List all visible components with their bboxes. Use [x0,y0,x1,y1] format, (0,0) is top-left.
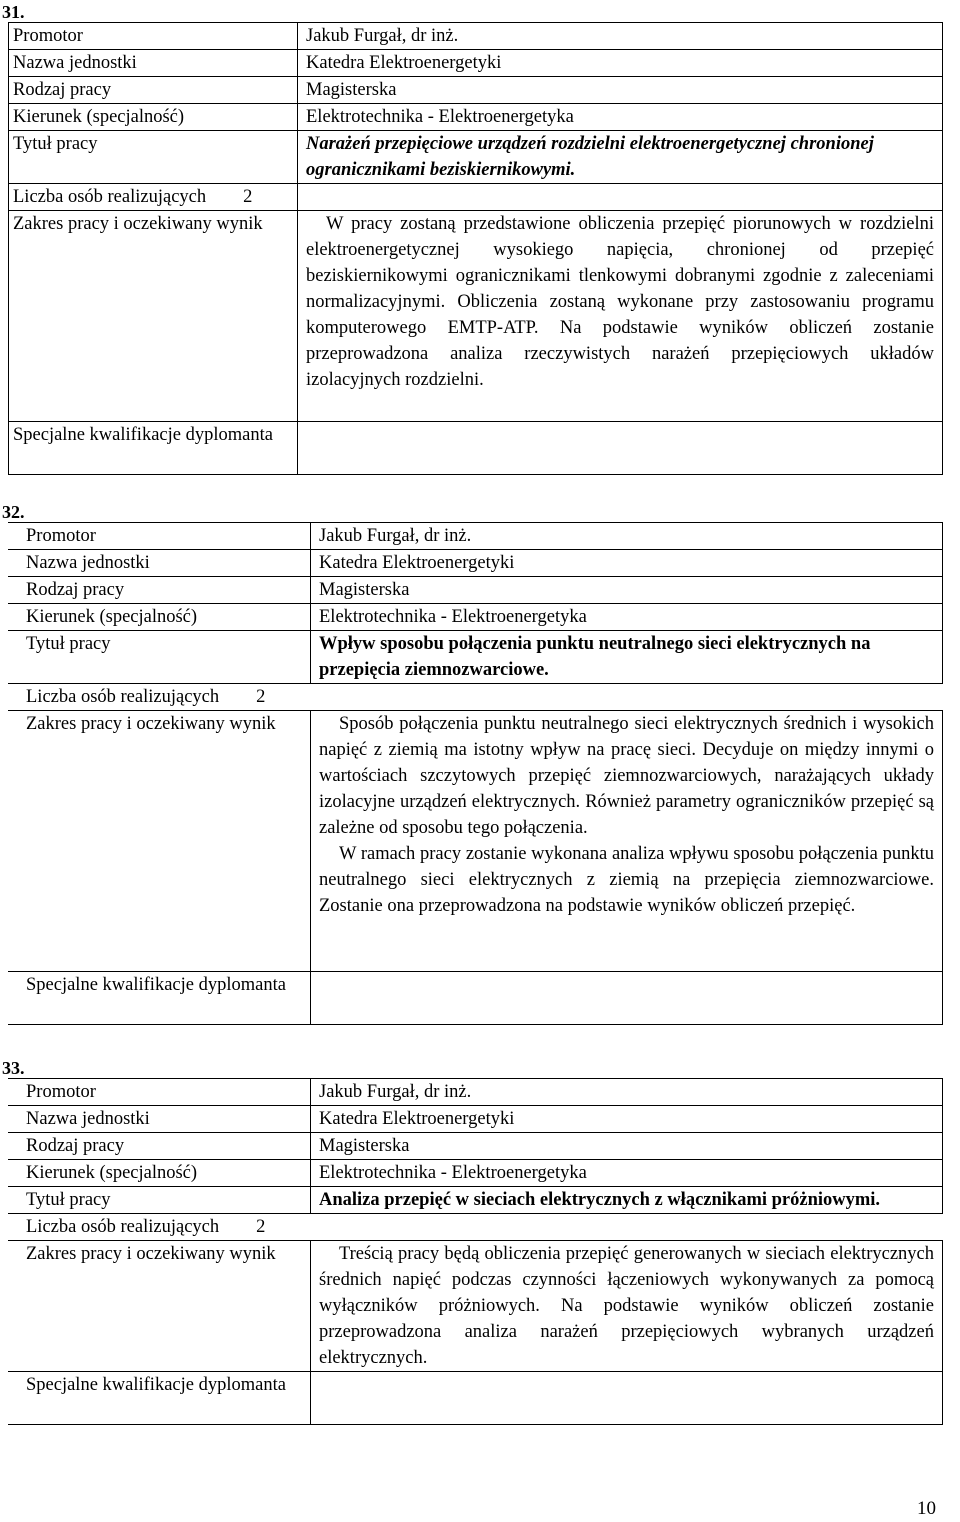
value-direction: Elektrotechnika - Elektroenergetyka [311,604,943,631]
label-title: Tytuł pracy [9,131,298,184]
entry-table [8,22,943,475]
value-title: Wpływ sposobu połączenia punktu neutralnego sieci elektrycznych na przepięcia ziemnozwarciowe. [311,631,943,684]
label-unit: Nazwa jednostki [8,1106,311,1133]
entry-table [8,1078,943,1425]
value-type: Magisterska [311,1133,943,1160]
label-direction: Kierunek (specjalność) [8,604,311,631]
value-persons: 2 [243,187,253,207]
label-type: Rodzaj pracy [8,1133,311,1160]
label-promotor: Promotor [8,523,311,550]
value-unit: Katedra Elektroenergetyki [311,1106,943,1133]
value-scope [298,211,943,422]
value-qual [311,972,943,1025]
scope-paragraph: Sposób połączenia punktu neutralnego sieci elektrycznych średnich i wysokich napięć z ziemią ma istotny wpływ na pracę sieci. Decyduje on między innymi o wartościach szczytowych przepięć ziemnozwarciowych, narażających układy izolacyjne urządzeń elektrycznych. Również parametry ograniczników przepięć są zależne od sposobu tego połączenia. [319,714,934,838]
label-qual: Specjalne kwalifikacje dyplomanta [8,1372,311,1425]
value-title: Analiza przepięć w sieciach elektrycznych z włącznikami próżniowymi. [311,1187,943,1214]
label-title: Tytuł pracy [8,631,311,684]
label-promotor: Promotor [8,1079,311,1106]
label-promotor: Promotor [9,23,298,50]
label-direction: Kierunek (specjalność) [9,104,298,131]
value-persons: 2 [256,1217,266,1237]
value-persons: 2 [256,687,266,707]
label-persons-text: Liczba osób realizujących [26,1217,220,1237]
entry-number: 33. [2,1058,25,1078]
value-direction: Elektrotechnika - Elektroenergetyka [311,1160,943,1187]
value-unit: Katedra Elektroenergetyki [311,550,943,577]
scope-paragraph: W pracy zostaną przedstawione obliczenia przepięć piorunowych w rozdzielni elektroenergetycznej wysokiego napięcia, chronionej od przepięć beziskiernikowymi ogranicznikami tlenkowymi dobranymi zgodnie z zaleceniami normalizacyjnymi. Obliczenia zostaną wykonane przy zastosowaniu programu komputerowego EMTP-ATP. Na podstawie wyników obliczeń zostanie przeprowadzona analiza rzeczywistych narażeń przepięciowych układów izolacyjnych rozdzielni. [306,214,934,390]
value-promotor: Jakub Furgał, dr inż. [311,1079,943,1106]
label-persons [8,684,311,711]
label-persons [8,1214,311,1241]
value-type: Magisterska [298,77,943,104]
value-title: Narażeń przepięciowe urządzeń rozdzielni elektroenergetycznej chronionej ogranicznikami beziskiernikowymi. [298,131,943,184]
label-persons-text: Liczba osób realizujących [26,687,220,707]
entry-number: 32. [2,502,25,522]
value-promotor: Jakub Furgał, dr inż. [311,523,943,550]
label-scope: Zakres pracy i oczekiwany wynik [8,1241,311,1372]
label-persons-text: Liczba osób realizujących [13,187,207,207]
value-scope [311,1241,943,1372]
label-type: Rodzaj pracy [9,77,298,104]
label-scope: Zakres pracy i oczekiwany wynik [8,711,311,972]
scope-paragraph: W ramach pracy zostanie wykonana analiza wpływu sposobu połączenia punktu neutralnego sieci elektrycznych z ziemią na przepięcia ziemnozwarciowe. Zostanie ona przeprowadzona na podstawie wyników obliczeń przepięć. [319,844,934,916]
entry-table [8,522,943,1025]
label-direction: Kierunek (specjalność) [8,1160,311,1187]
label-type: Rodzaj pracy [8,577,311,604]
value-qual [311,1372,943,1425]
page-number: 10 [917,1498,936,1519]
label-unit: Nazwa jednostki [8,550,311,577]
value-direction: Elektrotechnika - Elektroenergetyka [298,104,943,131]
scope-paragraph: Treścią pracy będą obliczenia przepięć generowanych w sieciach elektrycznych średnich napięć podczas czynności łączeniowych wykonywanych za pomocą wyłączników próżniowych. Na podstawie wyników obliczeń zostanie przeprowadzona analiza narażeń przepięciowych wybranych urządzeń elektrycznych. [319,1244,934,1368]
label-title: Tytuł pracy [8,1187,311,1214]
label-qual: Specjalne kwalifikacje dyplomanta [9,422,298,475]
value-scope [311,711,943,972]
value-promotor: Jakub Furgał, dr inż. [298,23,943,50]
label-scope: Zakres pracy i oczekiwany wynik [9,211,298,422]
label-unit: Nazwa jednostki [9,50,298,77]
value-type: Magisterska [311,577,943,604]
label-persons [9,184,298,211]
value-qual [298,422,943,475]
entry-number: 31. [2,2,25,22]
value-unit: Katedra Elektroenergetyki [298,50,943,77]
label-qual: Specjalne kwalifikacje dyplomanta [8,972,311,1025]
